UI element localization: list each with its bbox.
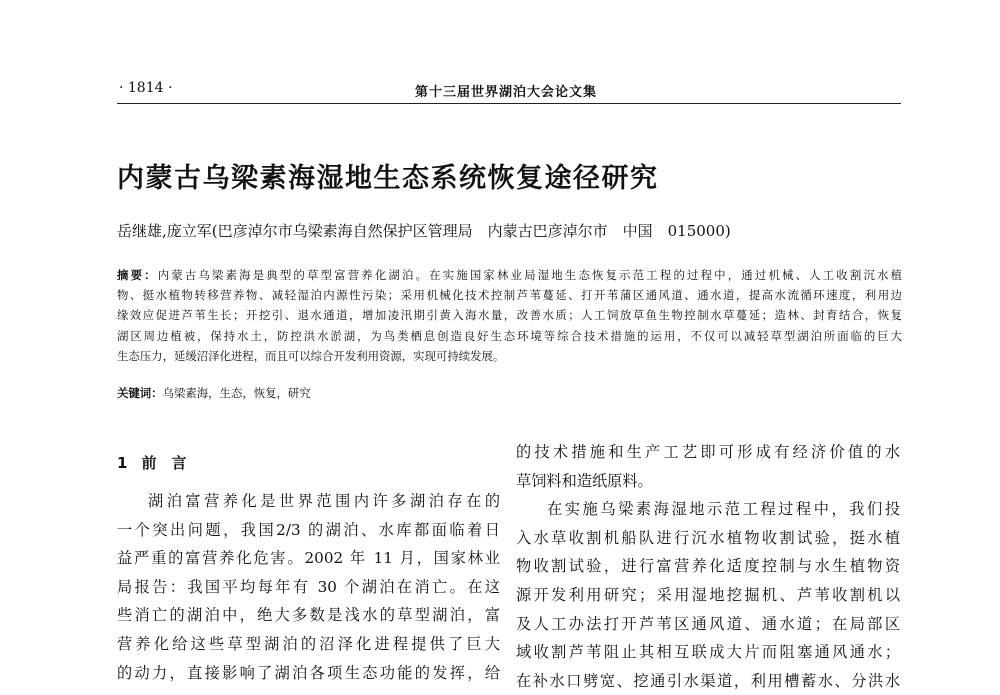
body-line: 域收割芦苇阻止其相互联成大片而阻塞通风通水； xyxy=(516,643,900,662)
abstract-line: 摘要：内蒙古乌梁素海是典型的草型富营养化湖泊。在实施国家林业局湿地生态恢复示范工程的过程中，通过机械、人工收割沉水植 xyxy=(117,268,902,282)
body-line: 源开发利用研究；采用湿地挖掘机、芦苇收割机以 xyxy=(516,585,900,604)
header-rule xyxy=(117,103,901,104)
right-column xyxy=(516,438,900,695)
body-line: 湖泊富营养化是世界范围内许多湖泊存在的 xyxy=(148,492,500,510)
body-line: 物收割试验，进行富营养化适度控制与水生植物资 xyxy=(516,557,900,576)
keywords-text: 乌梁素海，生态，恢复，研究 xyxy=(162,386,311,400)
journal-title: 第十三届世界湖泊大会论文集 xyxy=(415,85,598,100)
authors-affiliation: 岳继雄,庞立军(巴彦淖尔市乌梁素海自然保护区管理局 内蒙古巴彦淖尔市 中国 015000) xyxy=(117,222,731,240)
body-line: 益严重的富营养化危害。2002 年 11 月，国家林业 xyxy=(117,549,500,568)
abstract-label: 摘要： xyxy=(117,268,158,282)
body-line: 的动力，直接影响了湖泊各项生态功能的发挥，给 xyxy=(117,663,500,682)
keywords-label: 关键词： xyxy=(117,386,163,400)
abstract-line: 缘效应促进芦苇生长；开挖引、退水通道，增加凌汛期引黄入海水量，改善水质；人工饲放草鱼生物控制水草蔓延；造林、封育结合，恢复 xyxy=(117,308,902,323)
running-header xyxy=(117,76,902,104)
keywords xyxy=(117,385,311,401)
page-number: · 1814 · xyxy=(119,80,173,96)
abstract-line: 物、挺水植物转移营养物、减轻湿泊内源性污染；采用机械化技术控制芦苇蔓延、打开苇蒲区通风道、通水道，提高水流循环速度，利用边 xyxy=(117,288,902,303)
abstract-line: 生态压力，延缓沼泽化进程，而且可以综合开发利用资源，实现可持续发展。 xyxy=(117,348,505,363)
body-line: 局报告：我国平均每年有 30 个湖泊在消亡。在这 xyxy=(117,577,500,596)
left-column xyxy=(117,487,500,687)
body-line: 些消亡的湖泊中，绝大多数是浅水的草型湖泊，富 xyxy=(117,606,500,625)
body-line: 的技术措施和生产工艺即可形成有经济价值的水 xyxy=(516,443,900,461)
paper-title: 内蒙古乌梁素海湿地生态系统恢复途径研究 xyxy=(117,163,659,194)
section-title: 前 言 xyxy=(141,454,187,472)
abstract xyxy=(117,265,902,366)
body-line: 营养化给这些草型湖泊的沼泽化进程提供了巨大 xyxy=(117,634,500,653)
section-heading xyxy=(117,452,186,473)
body-line: 在补水口劈宽、挖通引水渠道，利用槽蓄水、分洪水 xyxy=(516,671,900,690)
section-number: 1 xyxy=(117,454,128,472)
abstract-line: 湖区周边植被，保持水土，防控洪水淤湖，为鸟类栖息创造良好生态环境等综合技术措施的运用，不仅可以减轻草型湖泊所面临的巨大 xyxy=(117,328,902,343)
body-line: 草饲料和造纸原料。 xyxy=(516,471,653,490)
body-line: 及人工办法打开芦苇区通风道、通水道；在局部区 xyxy=(516,614,900,633)
body-line: 入水草收割机船队进行沉水植物收割试验，挺水植 xyxy=(516,528,900,547)
body-line: 一个突出问题，我国2/3 的湖泊、水库都面临着日 xyxy=(117,520,500,539)
body-line: 在实施乌梁素海湿地示范工程过程中，我们投 xyxy=(547,500,900,519)
